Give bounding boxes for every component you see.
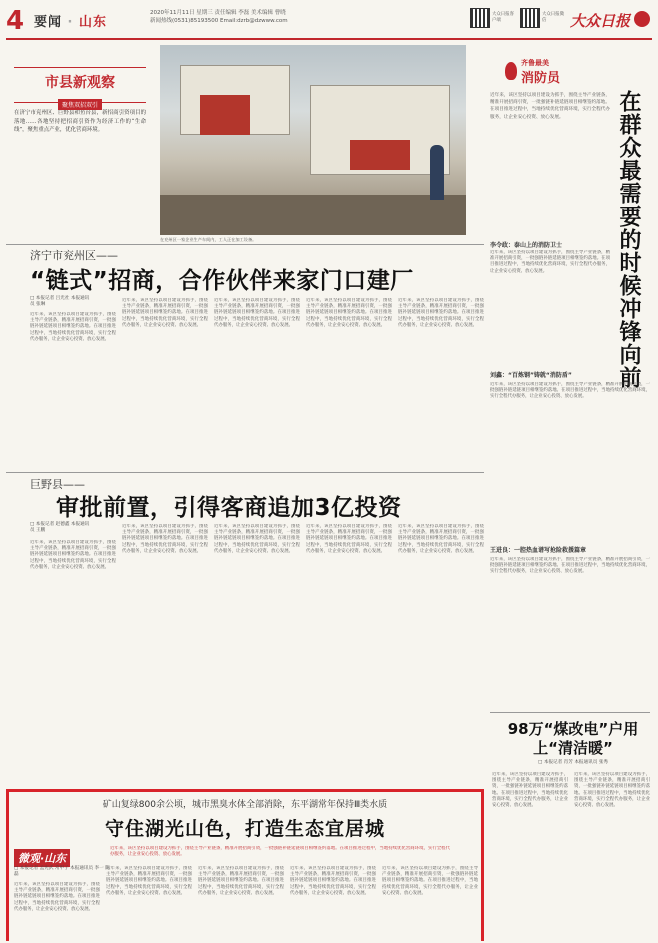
city-badge [30, 72, 130, 111]
badge-subtitle: 聚焦双招双引 [58, 99, 102, 110]
fire-subhead-2: 刘鑫：“百炼钢”铸就“消防盾” [490, 372, 572, 379]
divider [6, 472, 484, 473]
badge-top: 齐鲁最美 [521, 59, 549, 67]
qr-label-wechat: 大众日报微信 [542, 12, 564, 23]
fire-subhead-1: 李令政：泰山上的消防卫士 [490, 242, 563, 249]
divider [490, 712, 650, 713]
section-region: 山东 [79, 15, 108, 30]
masthead-logo: 大众日报 [570, 12, 631, 30]
factory-floor [160, 195, 466, 235]
story2-col-2: 近年来，该区坚持以项目建设为抓手，围绕主导产业链条，精准开展招商引资，一批强链补链延链项目相继签约落地。在项目推进过程中，当地持续优化营商环境，实行全程代办服务，让企业安心投资、放心发展。 [122, 524, 208, 554]
story3-lead: 近年来，该区坚持以项目建设为抓手，围绕主导产业链条，精准开展招商引资，一批强链补链延链项目相继签约落地。在项目推进过程中，当地持续优化营商环境，实行全程代办服务，让企业安心投资、放心发展。 [110, 846, 450, 858]
section-name: 要闻 [34, 15, 63, 30]
story3-col-1: 近年来，该区坚持以项目建设为抓手，围绕主导产业链条，精准开展招商引资，一批强链补链延链项目相继签约落地。在项目推进过程中，当地持续优化营商环境，实行全程代办服务，让企业安心投资、放心发展。 [14, 882, 100, 912]
coal-col-1: 近年来，该区坚持以项目建设为抓手，围绕主导产业链条，精准开展招商引资，一批强链补链延链项目相继签约落地。在项目推进过程中，当地持续优化营商环境，实行全程代办服务，让企业安心投资、放心发展。 [492, 772, 568, 809]
qr-code-client [470, 8, 490, 28]
fire-subhead-3: 王进良：一腔热血谱写抢险救援篇章 [490, 547, 587, 554]
vertical-headline: 在群众最需要的时候冲锋向前 [616, 90, 641, 389]
story2-byline: □ 本报记者 赵德鑫 本报通讯员 王鹏 [30, 522, 90, 533]
factory-photo [160, 45, 466, 235]
story1-col-4: 近年来，该区坚持以项目建设为抓手，围绕主导产业链条，精准开展招商引资，一批强链补链延链项目相继签约落地。在项目推进过程中，当地持续优化营商环境，实行全程代办服务，让企业安心投资、放心发展。 [306, 298, 392, 328]
machine-part [200, 95, 250, 135]
fire-text-2: 近年来，该区坚持以项目建设为抓手，围绕主导产业链条，精准开展招商引资，一批强链补链延链项目相继签约落地。在项目推进过程中，当地持续优化营商环境，实行全程代办服务，让企业安心投资、放心发展。 [490, 382, 650, 400]
firefighter-badge [505, 58, 605, 88]
qr-label-client: 大众日报客户端 [492, 12, 514, 23]
story1-kicker: 济宁市兖州区—— [30, 249, 118, 262]
story3-column-badge: 微观·山东 [14, 849, 70, 867]
badge-title: 市县新观察 [45, 75, 115, 91]
story3-col-3: 近年来，该区坚持以项目建设为抓手，围绕主导产业链条，精准开展招商引资，一批强链补链延链项目相继签约落地。在项目推进过程中，当地持续优化营商环境，实行全程代办服务，让企业安心投资、放心发展。 [198, 866, 284, 896]
coal-byline: □ 本报记者 肖芳 本报通讯员 张秀 [538, 760, 608, 765]
story3-col-5: 近年来，该区坚持以项目建设为抓手，围绕主导产业链条，精准开展招商引资，一批强链补链延链项目相继签约落地。在项目推进过程中，当地持续优化营商环境，实行全程代办服务，让企业安心投资、放心发展。 [382, 866, 478, 896]
page-number: 4 [6, 6, 25, 36]
logo-icon [634, 11, 650, 27]
story2-col-4: 近年来，该区坚持以项目建设为抓手，围绕主导产业链条，精准开展招商引资，一批强链补链延链项目相继签约落地。在项目推进过程中，当地持续优化营商环境，实行全程代办服务，让企业安心投资、放心发展。 [306, 524, 392, 554]
divider [6, 244, 484, 245]
story2-col-5: 近年来，该区坚持以项目建设为抓手，围绕主导产业链条，精准开展招商引资，一批强链补链延链项目相继签约落地。在项目推进过程中，当地持续优化营商环境，实行全程代办服务，让企业安心投资、放心发展。 [398, 524, 484, 554]
story2-col-3: 近年来，该区坚持以项目建设为抓手，围绕主导产业链条，精准开展招商引资，一批强链补链延链项目相继签约落地。在项目推进过程中，当地持续优化营商环境，实行全程代办服务，让企业安心投资、放心发展。 [214, 524, 300, 554]
section-title: 要闻 · 山东 [34, 15, 108, 30]
story1-headline: “链式”招商，合作伙伴来家门口建厂 [30, 268, 414, 294]
story2-col-1: 近年来，该区坚持以项目建设为抓手，围绕主导产业链条，精准开展招商引资，一批强链补链延链项目相继签约落地。在项目推进过程中，当地持续优化营商环境，实行全程代办服务，让企业安心投资、放心发展。 [30, 540, 116, 570]
story2-kicker: 巨野县—— [30, 478, 85, 491]
story3-headline: 守住湖光山色，打造生态宜居城 [104, 818, 385, 840]
contact-line: 新闻热线(0531)85193500 Email:dzrb@dzwww.com [150, 18, 288, 24]
machine-part [350, 140, 410, 170]
story1-col-3: 近年来，该区坚持以项目建设为抓手，围绕主导产业链条，精准开展招商引资，一批强链补链延链项目相继签约落地。在项目推进过程中，当地持续优化营商环境，实行全程代办服务，让企业安心投资、放心发展。 [214, 298, 300, 328]
qr-code-wechat [520, 8, 540, 28]
story3-col-4: 近年来，该区坚持以项目建设为抓手，围绕主导产业链条，精准开展招商引资，一批强链补链延链项目相继签约落地。在项目推进过程中，当地持续优化营商环境，实行全程代办服务，让企业安心投资、放心发展。 [290, 866, 376, 896]
fire-text-3: 近年来，该区坚持以项目建设为抓手，围绕主导产业链条，精准开展招商引资，一批强链补链延链项目相继签约落地。在项目推进过程中，当地持续优化营商环境，实行全程代办服务，让企业安心投资、放心发展。 [490, 557, 650, 575]
story1-col-1: 近年来，该区坚持以项目建设为抓手，围绕主导产业链条，精准开展招商引资，一批强链补链延链项目相继签约落地。在项目推进过程中，当地持续优化营商环境，实行全程代办服务，让企业安心投资、放心发展。 [30, 312, 116, 342]
story1-col-5: 近年来，该区坚持以项目建设为抓手，围绕主导产业链条，精准开展招商引资，一批强链补链延链项目相继签约落地。在项目推进过程中，当地持续优化营商环境，实行全程代办服务，让企业安心投资、放心发展。 [398, 298, 484, 328]
story3-kicker: 矿山复绿800余公顷，城市黑臭水体全部消除，东平湖常年保持Ⅲ类水质 [102, 800, 388, 810]
worker-figure [430, 145, 444, 200]
intro-text: 在济宁市兖州区、巨野县和鱼台县，新招商引资项目的落地……各地坚持把招商引资作为经济工作的“生命线”，聚焦重点产业，优化营商环境。 [14, 110, 146, 134]
fire-text-1: 近年来，该区坚持以项目建设为抓手，围绕主导产业链条，精准开展招商引资，一批强链补链延链项目相继签约落地。在项目推进过程中，当地持续优化营商环境，实行全程代办服务，让企业安心投资、放心发展。 [490, 250, 610, 274]
badge-title: 消防员 [521, 71, 561, 86]
coal-col-2: 近年来，该区坚持以项目建设为抓手，围绕主导产业链条，精准开展招商引资，一批强链补链延链项目相继签约落地。在项目推进过程中，当地持续优化营商环境，实行全程代办服务，让企业安心投资、放心发展。 [574, 772, 650, 809]
story3-byline: □ 本报记者 孟宪武 常甲子 本报通讯员 李一 陈 磊 [14, 866, 110, 877]
story1-col-2: 近年来，该区坚持以项目建设为抓手，围绕主导产业链条，精准开展招商引资，一批强链补链延链项目相继签约落地。在项目推进过程中，当地持续优化营商环境，实行全程代办服务，让企业安心投资、放心发展。 [122, 298, 208, 328]
photo-caption: 在兖州区一家企业生产车间内，工人正在加工设备。 [160, 237, 257, 242]
story3-col-2: 近年来，该区坚持以项目建设为抓手，围绕主导产业链条，精准开展招商引资，一批强链补链延链项目相继签约落地。在项目推进过程中，当地持续优化营商环境，实行全程代办服务，让企业安心投资、放心发展。 [106, 866, 192, 896]
story1-byline: □ 本报记者 吕光社 本报通讯员 张琳 [30, 296, 90, 307]
header-meta [150, 9, 450, 25]
firefighter-icon [505, 62, 517, 80]
coal-headline: 98万“煤改电”户用上“清洁暖” [507, 720, 639, 757]
header-rule [6, 38, 652, 40]
story2-headline: 审批前置，引得客商追加3亿投资 [56, 495, 402, 521]
date-line: 2020年11月11日 星期三 责任编辑 李磊 美术编辑 曹晓 [150, 10, 286, 16]
fire-intro: 近年来，该区坚持以项目建设为抓手，围绕主导产业链条，精准开展招商引资，一批强链补链延链项目相继签约落地。在项目推进过程中，当地持续优化营商环境，实行全程代办服务，让企业安心投资、放心发展。 [490, 93, 610, 120]
